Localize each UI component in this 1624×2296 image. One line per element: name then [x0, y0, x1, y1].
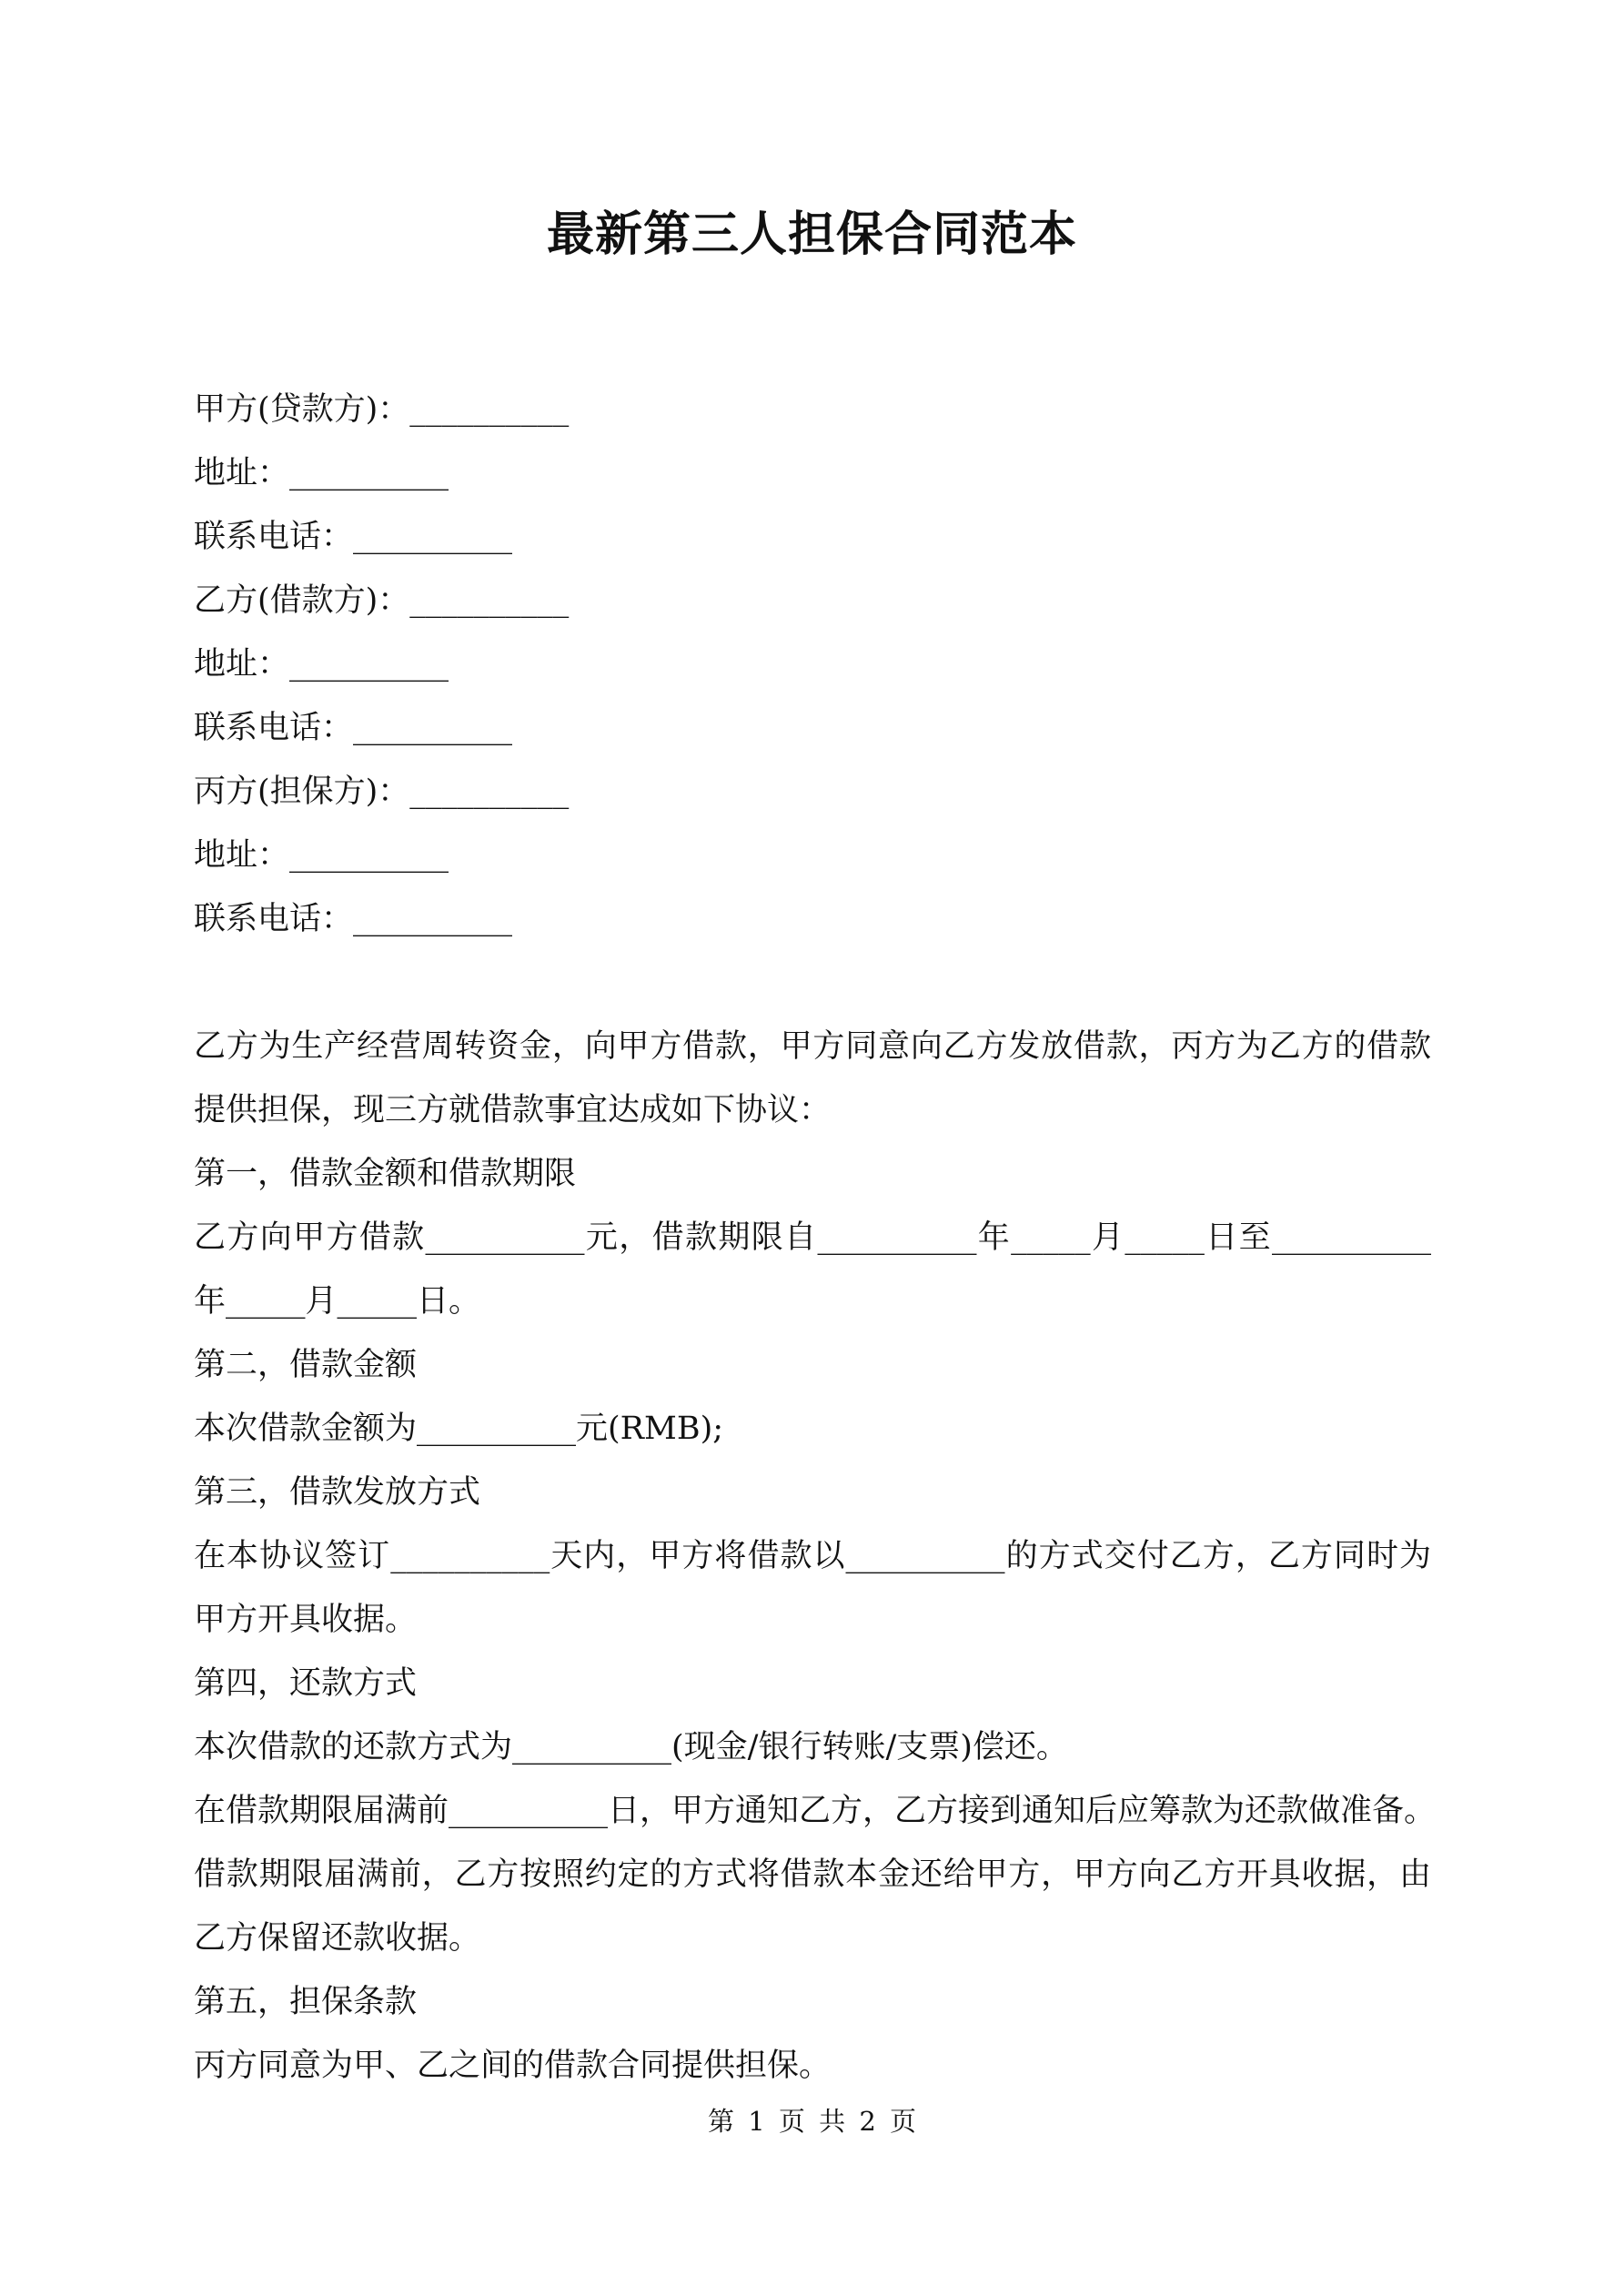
clause-1-text-1: 乙方向甲方借款__________元，借款期限自__________年_____月_____日至__________: [194, 1219, 1431, 1256]
clause-1-heading: 第一，借款金额和借款期限: [194, 1156, 577, 1192]
clause-5-heading: 第五，担保条款: [194, 1984, 418, 2020]
clause-2-heading: 第二，借款金额: [194, 1347, 418, 1383]
clause-2-text: 本次借款金额为__________元(RMB);: [194, 1411, 724, 1447]
party-a-phone: 联系电话：__________: [194, 519, 513, 555]
party-b-name: 乙方(借款方)：__________: [194, 582, 570, 619]
party-c-name: 丙方(担保方)：__________: [194, 774, 570, 810]
document-title: 最新第三人担保合同范本: [546, 207, 1077, 262]
party-a-address: 地址：__________: [194, 455, 449, 491]
intro-line-1: 乙方为生产经营周转资金，向甲方借款，甲方同意向乙方发放借款，丙方为乙方的借款: [194, 1028, 1431, 1065]
party-c-phone: 联系电话：__________: [194, 901, 513, 937]
clause-4-text-2: 在借款期限届满前__________日，甲方通知乙方，乙方接到通知后应筹款为还款做准备。: [194, 1793, 1437, 1829]
clause-3-text-2: 甲方开具收据。: [194, 1602, 418, 1638]
party-b-phone: 联系电话：__________: [194, 710, 513, 746]
clause-3-text-1: 在本协议签订__________天内，甲方将借款以__________的方式交付乙方，乙方同时为: [194, 1538, 1431, 1574]
party-c-address: 地址：__________: [194, 837, 449, 874]
intro-line-2: 提供担保，现三方就借款事宜达成如下协议：: [194, 1092, 832, 1128]
clause-3-heading: 第三，借款发放方式: [194, 1474, 481, 1511]
clause-4-heading: 第四，还款方式: [194, 1665, 418, 1702]
page-number-footer: 第 1 页 共 2 页: [708, 2106, 916, 2137]
clause-4-text-4: 乙方保留还款收据。: [194, 1920, 481, 1957]
clause-5-text: 丙方同意为甲、乙之间的借款合同提供担保。: [194, 2048, 832, 2084]
party-a-name: 甲方(贷款方)：__________: [194, 391, 570, 428]
clause-1-text-2: 年_____月_____日。: [194, 1283, 481, 1320]
clause-4-text-3: 借款期限届满前，乙方按照约定的方式将借款本金还给甲方，甲方向乙方开具收据，由: [194, 1856, 1431, 1893]
clause-4-text-1: 本次借款的还款方式为__________(现金/银行转账/支票)偿还。: [194, 1729, 1068, 1765]
party-b-address: 地址：__________: [194, 646, 449, 683]
